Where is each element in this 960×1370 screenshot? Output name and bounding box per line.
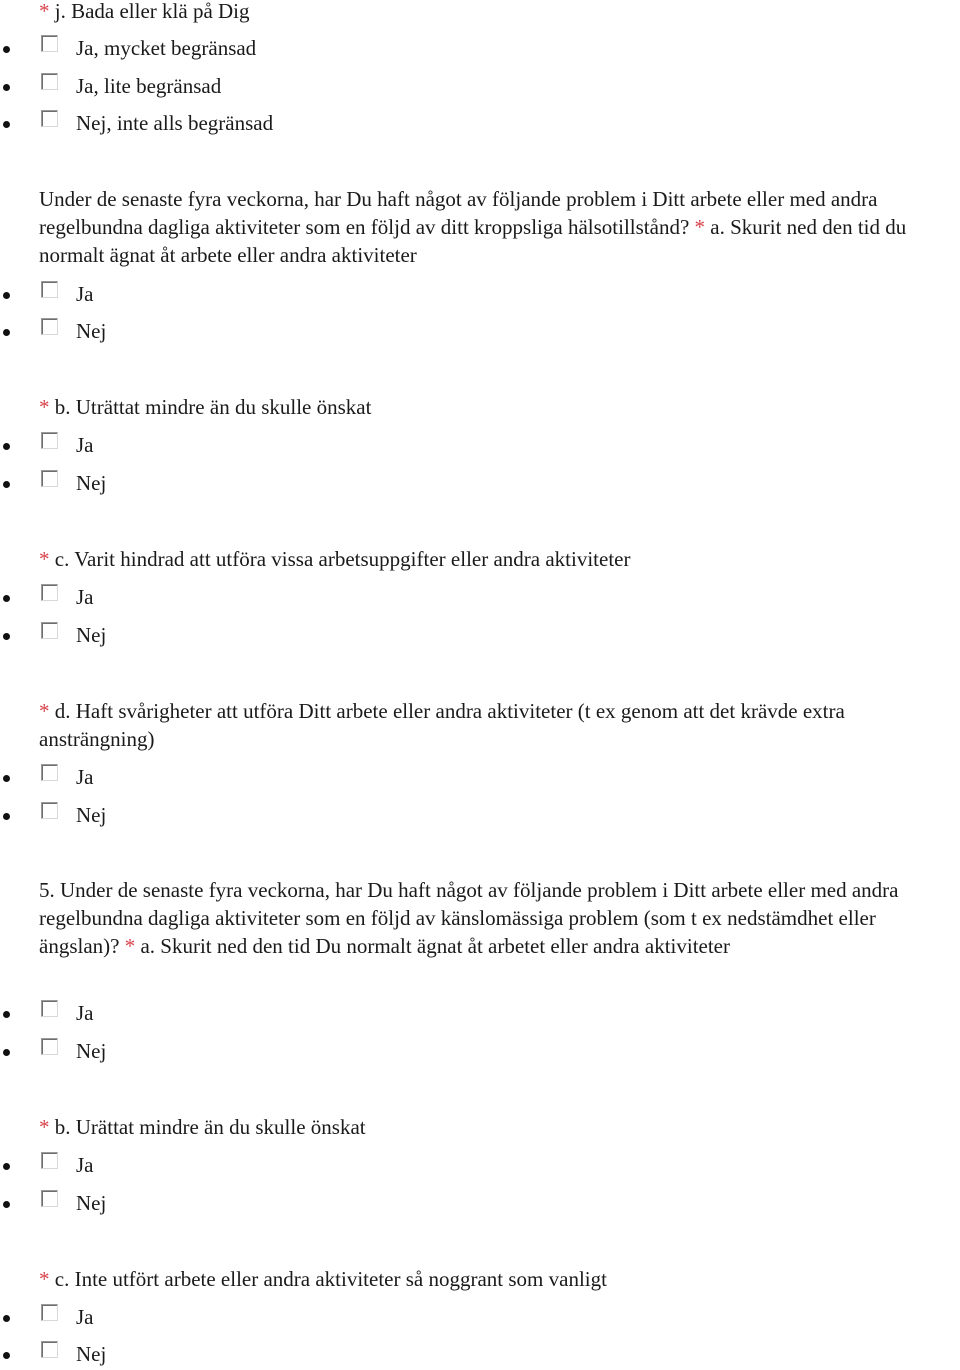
bullet-icon	[3, 443, 10, 450]
checkbox[interactable]	[41, 318, 58, 335]
checkbox[interactable]	[41, 1190, 58, 1207]
checkbox[interactable]	[41, 1000, 58, 1017]
question-j	[39, 0, 959, 25]
checkbox[interactable]	[41, 470, 58, 487]
option-row	[0, 1036, 600, 1066]
option-label: Nej	[76, 1039, 107, 1063]
question-intro: Under de senaste fyra veckorna, har Du haft något av följande problem i Ditt arbete eller med andra regelbundna dagliga aktiviteter som en följd av ditt kroppsliga hälsotillstånd?	[39, 187, 878, 239]
option-label: Nej	[76, 471, 107, 495]
option-row	[0, 71, 600, 101]
checkbox[interactable]	[41, 110, 58, 127]
checkbox[interactable]	[41, 35, 58, 52]
question-4b	[39, 393, 959, 421]
bullet-icon	[3, 633, 10, 640]
option-label: Ja	[76, 1001, 94, 1025]
question-text: d. Haft svårigheter att utföra Ditt arbete eller andra aktiviteter (t ex genom att det krävde extra ansträngning)	[39, 699, 845, 751]
question-4a	[39, 185, 959, 269]
checkbox[interactable]	[41, 281, 58, 298]
checkbox[interactable]	[41, 764, 58, 781]
option-label: Nej, inte alls begränsad	[76, 111, 274, 135]
question-intro: 5. Under de senaste fyra veckorna, har Du haft något av följande problem i Ditt arbete eller med andra regelbundna dagliga aktiviteter som en följd av känslomässiga problem (som t ex nedstämdhet eller ängslan)?	[39, 878, 899, 958]
required-asterisk: *	[39, 1115, 50, 1139]
bullet-icon	[3, 1011, 10, 1018]
option-label: Nej	[76, 623, 107, 647]
option-label: Ja	[76, 1153, 94, 1177]
checkbox[interactable]	[41, 1304, 58, 1321]
bullet-icon	[3, 329, 10, 336]
bullet-icon	[3, 84, 10, 91]
option-row	[0, 108, 600, 138]
checkbox[interactable]	[41, 73, 58, 90]
question-text: c. Inte utfört arbete eller andra aktiviteter så noggrant som vanligt	[49, 1267, 607, 1291]
question-text: a. Skurit ned den tid du normalt ägnat åt arbete eller andra aktiviteter	[39, 215, 907, 267]
option-label: Nej	[76, 1342, 107, 1366]
bullet-icon	[3, 1163, 10, 1170]
checkbox[interactable]	[41, 1341, 58, 1358]
bullet-icon	[3, 481, 10, 488]
option-row	[0, 468, 600, 498]
option-row	[0, 1150, 600, 1180]
checkbox[interactable]	[41, 1038, 58, 1055]
option-label: Ja	[76, 585, 94, 609]
option-row	[0, 430, 600, 460]
option-label: Ja	[76, 433, 94, 457]
required-asterisk: *	[39, 699, 50, 723]
option-row	[0, 762, 600, 792]
bullet-icon	[3, 595, 10, 602]
option-label: Ja, lite begränsad	[76, 74, 222, 98]
bullet-icon	[3, 813, 10, 820]
option-row	[0, 33, 600, 63]
option-label: Ja, mycket begränsad	[76, 36, 257, 60]
required-asterisk: *	[124, 934, 136, 958]
required-asterisk: *	[39, 395, 50, 419]
option-row	[0, 582, 600, 612]
checkbox[interactable]	[41, 622, 58, 639]
option-label: Ja	[76, 765, 94, 789]
bullet-icon	[3, 46, 10, 53]
required-asterisk: *	[694, 215, 706, 239]
bullet-icon	[3, 1352, 10, 1359]
checkbox[interactable]	[41, 432, 58, 449]
option-label: Ja	[76, 1305, 94, 1329]
bullet-icon	[3, 121, 10, 128]
checkbox[interactable]	[41, 1152, 58, 1169]
bullet-icon	[3, 775, 10, 782]
question-text: b. Urättat mindre än du skulle önskat	[49, 1115, 366, 1139]
required-asterisk: *	[39, 1267, 50, 1291]
question-text: c. Varit hindrad att utföra vissa arbetsuppgifter eller andra aktiviteter	[49, 547, 631, 571]
question-text: a. Skurit ned den tid Du normalt ägnat åt arbetet eller andra aktiviteter	[135, 934, 730, 958]
question-5c	[39, 1265, 959, 1293]
question-5b	[39, 1113, 959, 1141]
question-5a	[39, 876, 959, 960]
option-row	[0, 316, 600, 346]
question-4c	[39, 545, 959, 573]
option-row	[0, 1188, 600, 1218]
required-asterisk: *	[39, 547, 50, 571]
question-text: b. Uträttat mindre än du skulle önskat	[49, 395, 372, 419]
option-row	[0, 1302, 600, 1332]
option-label: Nej	[76, 803, 107, 827]
option-label: Nej	[76, 1191, 107, 1215]
question-4d	[39, 697, 959, 753]
bullet-icon	[3, 292, 10, 299]
option-row	[0, 998, 600, 1028]
bullet-icon	[3, 1201, 10, 1208]
required-asterisk: *	[39, 0, 50, 23]
option-row	[0, 1339, 600, 1369]
option-label: Nej	[76, 319, 107, 343]
checkbox[interactable]	[41, 584, 58, 601]
option-label: Ja	[76, 282, 94, 306]
bullet-icon	[3, 1315, 10, 1322]
option-row	[0, 800, 600, 830]
option-row	[0, 620, 600, 650]
question-text: j. Bada eller klä på Dig	[49, 0, 250, 23]
option-row	[0, 279, 600, 309]
bullet-icon	[3, 1049, 10, 1056]
checkbox[interactable]	[41, 802, 58, 819]
